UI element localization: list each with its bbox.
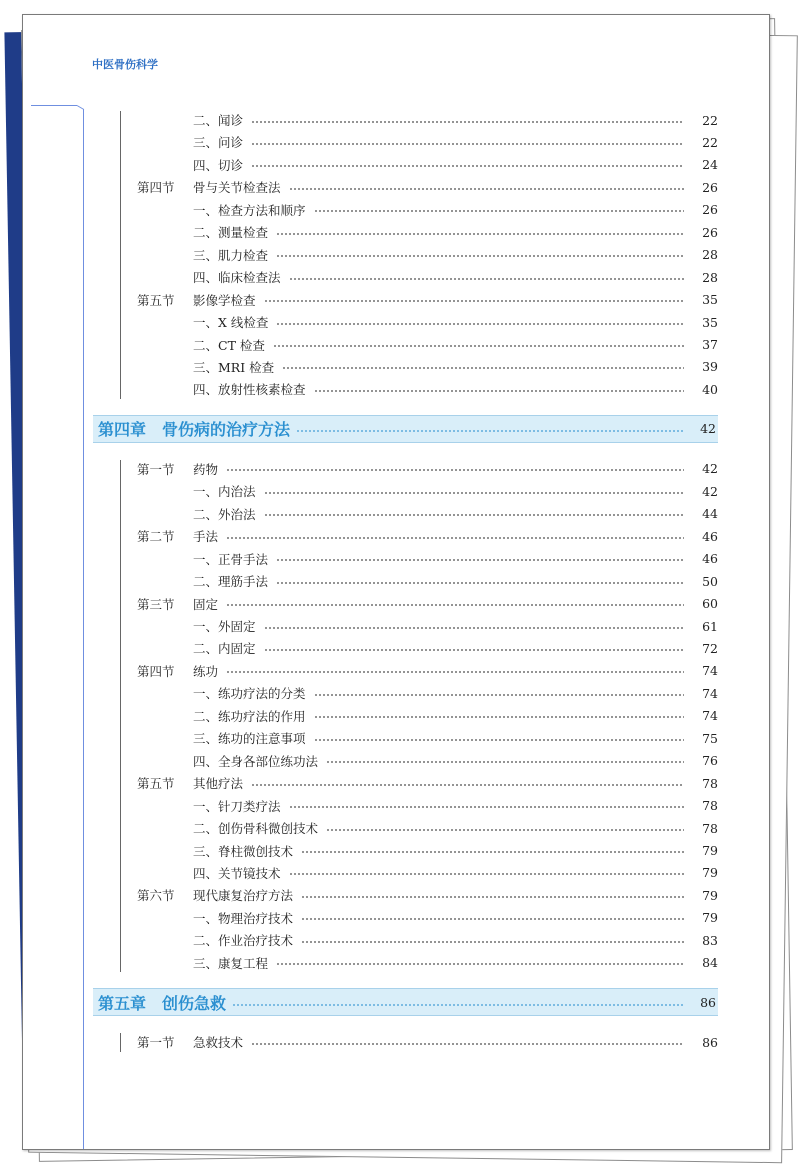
dot-leader [296,430,684,432]
toc-subsection-row[interactable] [193,840,718,862]
dot-leader [264,649,684,651]
dot-leader [314,716,684,718]
section-title: 现代康复治疗方法 [193,888,294,904]
section-number: 第二节 [137,529,175,545]
dot-leader [264,492,684,494]
page-number: 79 [702,910,718,926]
toc-subsection-row[interactable] [193,131,718,153]
subsection-title: 三、康复工程 [193,955,269,971]
page-number: 79 [702,843,718,858]
dot-leader [226,604,684,606]
chapter-number: 第五章 [98,993,147,1013]
section-number: 第五节 [137,292,175,308]
toc-section-row[interactable] [137,884,718,906]
toc-page [22,14,770,1150]
section-title: 急救技术 [193,1035,244,1051]
section-number: 第四节 [137,663,175,679]
subsection-title: 三、问诊 [193,135,244,151]
toc-subsection-row[interactable] [193,244,718,266]
page-number: 46 [702,551,718,567]
page-number: 86 [700,994,716,1010]
page-number: 42 [702,483,718,499]
page-number: 46 [702,528,718,544]
subsection-title: 二、练功疗法的作用 [193,708,306,724]
page-number: 35 [702,292,718,308]
dot-leader [326,829,684,831]
subsection-title: 二、测量检查 [193,225,269,241]
toc-subsection-row[interactable] [193,952,718,974]
dot-leader [276,582,684,584]
section-group-bar [120,1033,121,1051]
dot-leader [276,255,684,257]
dot-leader [314,390,684,392]
subsection-title: 一、针刀类疗法 [193,798,281,814]
subsection-title: 二、闻诊 [193,113,244,128]
chapter-heading[interactable] [93,415,718,443]
page-number: 79 [702,887,718,903]
page-number: 86 [702,1034,718,1050]
toc-subsection-row[interactable] [193,503,718,525]
subsection-title: 一、检查方法和顺序 [193,202,306,218]
section-number: 第五节 [137,776,175,792]
page-number: 28 [702,247,718,263]
dot-leader [226,537,684,539]
chapter-heading[interactable] [93,988,718,1016]
toc-subsection-row[interactable] [193,682,718,704]
subsection-title: 一、物理治疗技术 [193,910,294,926]
subsection-title: 一、内治法 [193,484,256,500]
dot-leader [276,323,684,325]
section-title: 骨与关节检查法 [193,180,281,196]
dot-leader [251,143,684,145]
dot-leader [289,188,684,190]
toc-subsection-row[interactable] [193,266,718,288]
page-number: 22 [702,134,718,150]
page-number: 40 [702,381,718,397]
dot-leader [264,514,684,516]
toc-section-row[interactable] [137,593,718,615]
page-number: 42 [700,421,716,437]
toc-subsection-row[interactable] [193,637,718,659]
page-number: 83 [702,932,718,948]
section-group-bar [120,460,121,972]
toc-subsection-row[interactable] [193,615,718,637]
section-title: 固定 [193,596,219,612]
page-number: 75 [702,730,718,746]
page-number: 26 [702,202,718,218]
toc-subsection-row[interactable] [193,750,718,772]
subsection-title: 三、练功的注意事项 [193,731,306,747]
subsection-title: 二、CT 检查 [193,337,265,353]
toc-subsection-row[interactable] [193,311,718,333]
dot-leader [282,367,684,369]
subsection-title: 四、临床检查法 [193,270,281,286]
subsection-title: 四、全身各部位练功法 [193,753,319,769]
subsection-title: 三、MRI 检查 [193,359,275,375]
toc-subsection-row[interactable] [193,929,718,951]
dot-leader [276,963,684,965]
toc-section-row[interactable] [137,660,718,682]
page-number: 79 [702,865,718,881]
subsection-title: 四、关节镜技术 [193,865,281,881]
page-number: 60 [702,596,718,612]
page-number: 26 [702,224,718,240]
page-number: 76 [702,753,718,769]
toc-subsection-row[interactable] [193,480,718,502]
toc-subsection-row[interactable] [193,199,718,221]
toc-subsection-row[interactable] [193,378,718,400]
subsection-title: 一、外固定 [193,619,256,634]
dot-leader [326,761,684,763]
dot-leader [301,851,684,853]
chapter-title: 骨伤病的治疗方法 [162,420,291,440]
toc-section-row[interactable] [137,772,718,794]
toc-section-row[interactable] [137,289,718,311]
section-title: 药物 [193,461,219,477]
subsection-title: 三、脊柱微创技术 [193,843,294,859]
dot-leader [226,671,684,673]
page-number: 50 [702,573,718,589]
toc-subsection-row[interactable] [193,907,718,929]
subsection-title: 二、作业治疗技术 [193,933,294,949]
section-group-bar [120,111,121,399]
page-number: 61 [702,618,718,634]
page-number: 39 [702,359,718,375]
subsection-title: 二、创伤骨科微创技术 [193,821,319,837]
page-number: 26 [702,179,718,195]
section-number: 第一节 [137,1035,175,1051]
page-number: 74 [702,685,718,701]
toc-subsection-row[interactable] [193,862,718,884]
margin-rule-horizontal [31,105,77,106]
dot-leader [276,233,684,235]
toc-subsection-row[interactable] [193,154,718,176]
section-number: 第六节 [137,888,175,904]
page-number: 74 [702,663,718,679]
page-number: 42 [702,461,718,477]
page-number: 22 [702,112,718,128]
toc-subsection-row[interactable] [193,548,718,570]
toc-section-row[interactable] [137,458,718,480]
toc-subsection-row[interactable] [193,570,718,592]
dot-leader [251,121,684,123]
toc-subsection-row[interactable] [193,705,718,727]
section-title: 练功 [193,663,219,679]
page-number: 24 [702,157,718,173]
section-number: 第一节 [137,461,175,477]
subsection-title: 一、X 线检查 [193,315,269,331]
toc-subsection-row[interactable] [193,109,718,131]
section-title: 其他疗法 [193,776,244,792]
dot-leader [251,165,684,167]
dot-leader [301,941,684,943]
page-number: 78 [702,775,718,791]
chapter-number: 第四章 [98,420,147,440]
dot-leader [232,1004,684,1006]
dot-leader [314,694,684,696]
dot-leader [314,739,684,741]
toc-section-row[interactable] [137,176,718,198]
toc-subsection-row[interactable] [193,727,718,749]
section-title: 手法 [193,529,219,545]
dot-leader [276,559,684,561]
dot-leader [301,918,684,920]
page-number: 44 [702,506,718,522]
subsection-title: 四、切诊 [193,157,244,173]
page-number: 72 [702,640,718,656]
toc-subsection-row[interactable] [193,221,718,243]
toc-subsection-row[interactable] [193,334,718,356]
dot-leader [289,278,684,280]
dot-leader [314,210,684,212]
page-number: 35 [702,314,718,330]
subsection-title: 一、正骨手法 [193,551,269,567]
dot-leader [301,896,684,898]
subsection-title: 二、外治法 [193,506,256,522]
page-number: 37 [702,337,718,352]
subsection-title: 四、放射性核素检查 [193,382,306,398]
page-number: 78 [702,820,718,836]
toc-section-row[interactable] [137,525,718,547]
subsection-title: 三、肌力检查 [193,247,269,263]
margin-rule-vertical [83,109,84,1149]
toc-subsection-row[interactable] [193,817,718,839]
toc-subsection-row[interactable] [193,795,718,817]
dot-leader [264,627,684,629]
dot-leader [264,300,684,302]
section-number: 第三节 [137,596,175,612]
page-number: 78 [702,798,718,814]
page-number: 28 [702,269,718,285]
toc-section-row[interactable] [137,1031,718,1053]
running-head: 中医骨伤科学 [92,58,158,71]
section-number: 第四节 [137,180,175,196]
chapter-title: 创伤急救 [162,993,227,1013]
dot-leader [289,873,684,875]
page-number: 84 [702,955,718,971]
section-title: 影像学检查 [193,292,256,308]
dot-leader [289,806,684,808]
toc-subsection-row[interactable] [193,356,718,378]
dot-leader [226,469,684,471]
dot-leader [251,1043,684,1045]
page-number: 74 [702,708,718,724]
subsection-title: 二、内固定 [193,641,256,657]
dot-leader [251,784,684,786]
dot-leader [273,345,684,347]
subsection-title: 二、理筋手法 [193,574,269,590]
subsection-title: 一、练功疗法的分类 [193,686,306,702]
